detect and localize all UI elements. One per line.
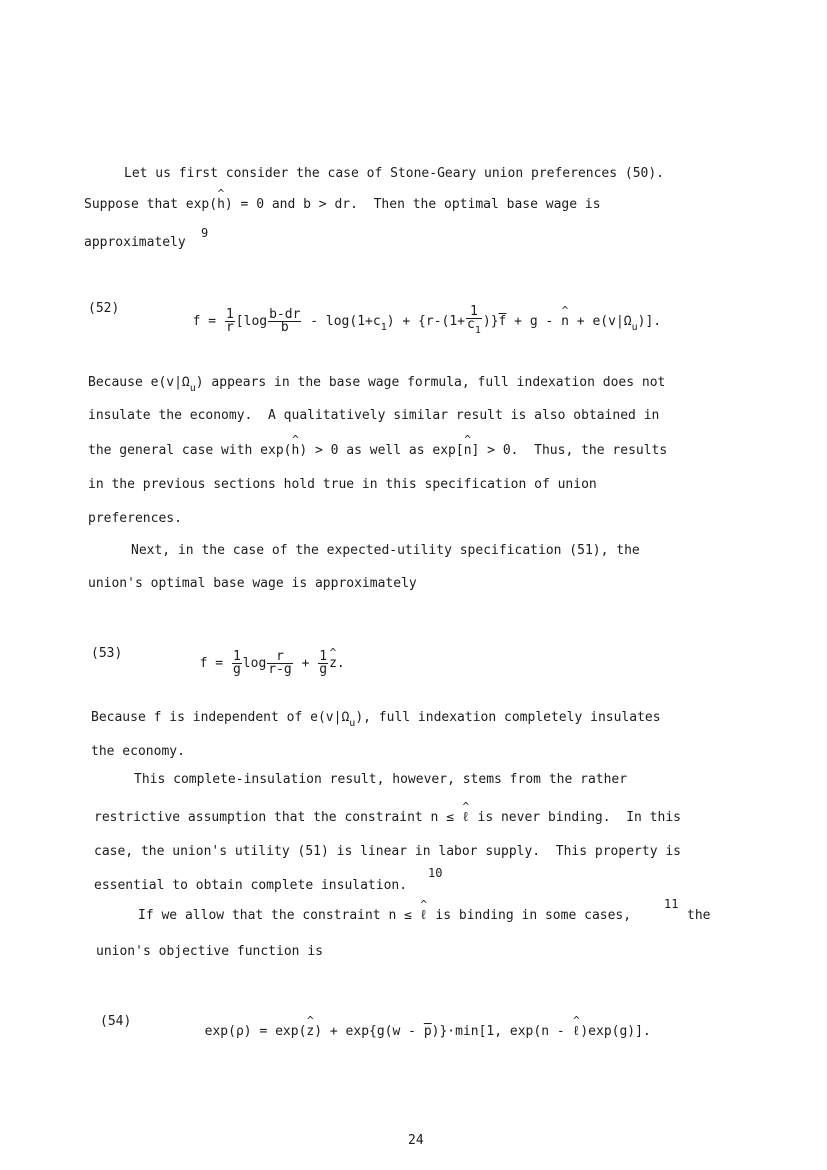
text-line: the general case with exp(^ h) > 0 as well as exp[^ n] > 0. Thus, the results — [88, 443, 667, 459]
text-line: This complete-insulation result, however, stems from the rather — [134, 772, 628, 787]
equation-53: f = $\frac{1}{g}$ log $\frac{r}{r-g}$ + $\frac{1}{g}$ ^ z. — [184, 635, 345, 676]
footnote-marker: 11 — [664, 897, 679, 911]
text-line: the — [687, 908, 711, 923]
text-line: Because f is independent of $e(v|\Omega_u)$, full indexation completely insulates — [91, 710, 661, 729]
text-line: essential to obtain complete insulation. — [94, 878, 408, 893]
text-line: preferences. — [88, 511, 182, 526]
text-line: Let us first consider the case of Stone-Geary union preferences (50). — [124, 166, 665, 181]
text-line: case, the union's utility (51) is linear in labor supply. This property is — [94, 844, 681, 859]
text-line: union's optimal base wage is approximately — [88, 576, 417, 591]
equation-number: (53) — [91, 646, 123, 661]
equation-54: exp(ρ) = exp(^ $z) + \exp\{g(w - \overline{p})\}\cdot\min[1$, exp(n - ^ ℓ)exp(g)]. — [189, 1008, 651, 1040]
text-line: union's objective function is — [96, 944, 323, 959]
text-line: Suppose that exp(^ h) = 0 and b > dr. Then the optimal base wage is — [84, 197, 601, 213]
text-line: restrictive assumption that the constraint n ≤ ^ ℓ is never binding. In this — [94, 810, 681, 826]
equation-52: f = $\frac{1}{r}$ [log $\frac{b-dr}{b}$ - $\log(1+c_1) + \{r-(1+$ $\frac{1}{c_1}$ )}$\overline{f} + g$ - ^ $n + e(v|\Omega_u)$]. — [177, 290, 661, 337]
equation-number: (54) — [100, 1014, 132, 1029]
footnote-marker: 10 — [428, 866, 443, 880]
text-line: the economy. — [91, 744, 185, 759]
text-line: If we allow that the constraint n ≤ ^ ℓ is binding in some cases, — [138, 908, 631, 924]
page-number: 24 — [408, 1133, 424, 1148]
text-line: insulate the economy. A qualitatively similar result is also obtained in — [88, 408, 660, 423]
text-line: Because $e(v|\Omega_u)$ appears in the base wage formula, full indexation does not — [88, 375, 666, 394]
text-line: in the previous sections hold true in this specification of union — [88, 477, 597, 492]
footnote-marker: 9 — [201, 226, 209, 240]
equation-number: (52) — [88, 301, 120, 316]
text-line: Next, in the case of the expected-utility specification (51), the — [131, 543, 640, 558]
text-line: approximately — [84, 235, 186, 250]
